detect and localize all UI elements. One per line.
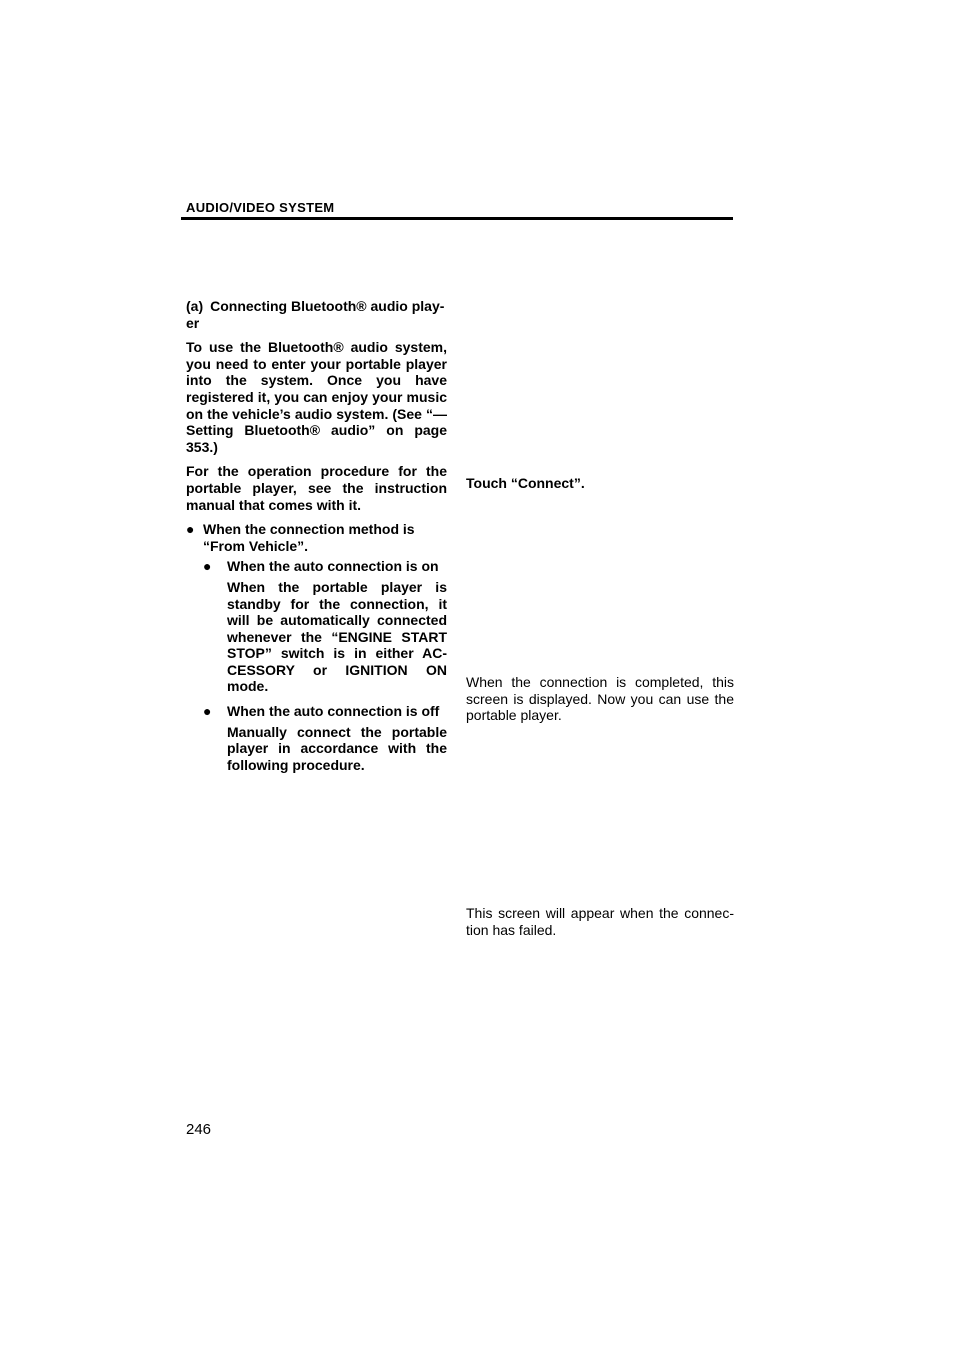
- bullet-text: When the auto connection is off: [227, 703, 440, 720]
- left-column: [186, 298, 447, 781]
- bullet-auto-off: [186, 703, 447, 720]
- step-touch-connect: Touch “Connect”.: [466, 475, 585, 491]
- section-title: (a) Connecting Bluetooth® audio play- er: [186, 298, 445, 331]
- bullet-dot-icon: ●: [203, 558, 212, 575]
- header-rule: [181, 217, 733, 220]
- auto-on-description: When the portable player is standby for the connection, it will be automatically connected whenever the “ENGINE START STOP” switch is in either AC-CESSORY or IGNITION ON mode.: [227, 578, 447, 695]
- bullet-text: When the auto connection is on: [227, 558, 439, 575]
- intro-paragraph: To use the Bluetooth® audio system, you need to enter your portable player into the system. Once you have registered it, you can enjoy your music on the vehicle’s audio system. (See “— Setting Bluetooth® audio” on page 353.): [186, 339, 447, 455]
- bullet-dot-icon: ●: [203, 703, 212, 720]
- connection-failed-text: This screen will appear when the connec-tion has failed.: [466, 905, 734, 938]
- bullet-from-vehicle: [186, 521, 447, 554]
- running-header: AUDIO/VIDEO SYSTEM: [186, 200, 335, 215]
- page-number: 246: [186, 1121, 212, 1138]
- auto-off-description: Manually connect the portable player in accordance with the following procedure.: [227, 723, 447, 773]
- bullet-dot-icon: ●: [186, 521, 195, 538]
- bullet-text: When the connection method is “From Vehicle”.: [203, 521, 415, 554]
- bullet-auto-on: [186, 558, 447, 575]
- instruction-paragraph: For the operation procedure for the portable player, see the instruction manual that comes with it.: [186, 463, 447, 513]
- connection-complete-text: When the connection is completed, this screen is displayed. Now you can use the portable player.: [466, 674, 734, 724]
